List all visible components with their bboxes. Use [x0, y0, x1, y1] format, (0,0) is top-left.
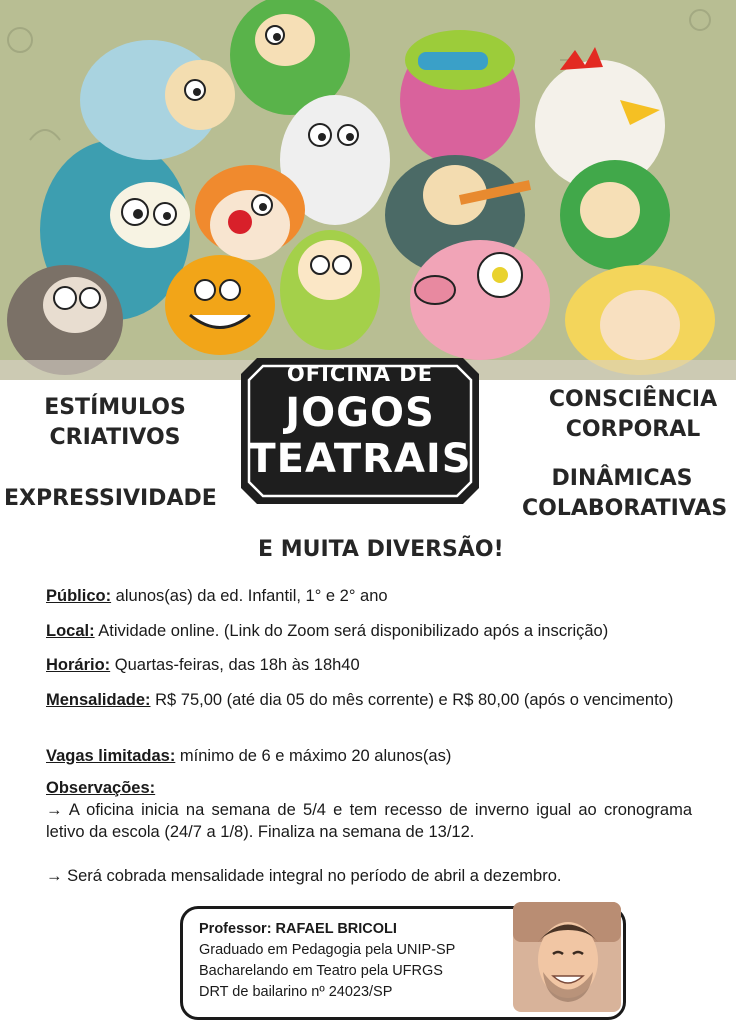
keyword-estimulos-criativos: [26, 393, 204, 453]
badge-subtitle: OFICINA DE: [286, 362, 434, 386]
info-value: mínimo de 6 e máximo 20 alunos(as): [175, 747, 452, 765]
keyword-line: CRIATIVOS: [49, 425, 181, 450]
professor-name: Professor: RAFAEL BRICOLI: [199, 921, 397, 937]
info-mensalidade: [46, 689, 692, 711]
professor-credential: Graduado em Pedagogia pela UNIP-SP: [199, 942, 456, 958]
info-local: [46, 620, 692, 642]
professor-credential: DRT de bailarino nº 24023/SP: [199, 984, 393, 1000]
professor-details: [199, 919, 455, 1003]
badge-title-line2: TEATRAIS: [248, 436, 472, 482]
info-publico: [46, 585, 692, 607]
info-label: Horário:: [46, 656, 111, 674]
info-label: Mensalidade:: [46, 691, 151, 709]
info-value: Quartas-feiras, das 18h às 18h40: [110, 656, 360, 674]
keyword-dinamicas-colaborativas: [522, 464, 728, 524]
keyword-expressividade: EXPRESSIVIDADE: [4, 486, 217, 511]
info-label: Local:: [46, 622, 95, 640]
keyword-diversao: E MUITA DIVERSÃO!: [258, 537, 504, 562]
info-label: Observações:: [46, 779, 156, 797]
professor-credential: Bacharelando em Teatro pela UFRGS: [199, 963, 443, 979]
info-label: Vagas limitadas:: [46, 747, 176, 765]
cartoon-characters-illustration: [0, 0, 736, 380]
info-observacoes-label: [46, 777, 692, 799]
keyword-line: ESTÍMULOS: [44, 395, 186, 420]
hero-illustration: [0, 0, 736, 380]
keyword-line: CORPORAL: [565, 417, 701, 442]
professor-photo: [513, 902, 621, 1012]
keyword-line: CONSCIÊNCIA: [548, 387, 718, 412]
keyword-consciencia-corporal: [548, 385, 718, 445]
keyword-line: COLABORATIVAS: [522, 496, 728, 521]
info-value: alunos(as) da ed. Infantil, 1° e 2° ano: [111, 587, 388, 605]
info-observacao-2: → Será cobrada mensalidade integral no período de abril a dezembro.: [46, 867, 562, 885]
info-horario: [46, 654, 692, 676]
badge-title-line1: JOGOS: [285, 390, 435, 436]
info-value: Atividade online. (Link do Zoom será disponibilizado após a inscrição): [94, 622, 609, 640]
info-value: R$ 75,00 (até dia 05 do mês corrente) e R$ 80,00 (após o vencimento): [150, 691, 674, 709]
title-badge-text: [227, 352, 493, 510]
info-label: Público:: [46, 587, 112, 605]
info-vagas: [46, 745, 692, 767]
info-observacao-1: → A oficina inicia na semana de 5/4 e tem recesso de inverno igual ao cronograma letivo da escola (24/7 a 1/8). Finaliza na semana de 13/12.: [46, 801, 692, 841]
keyword-line: DINÂMICAS: [551, 466, 693, 491]
